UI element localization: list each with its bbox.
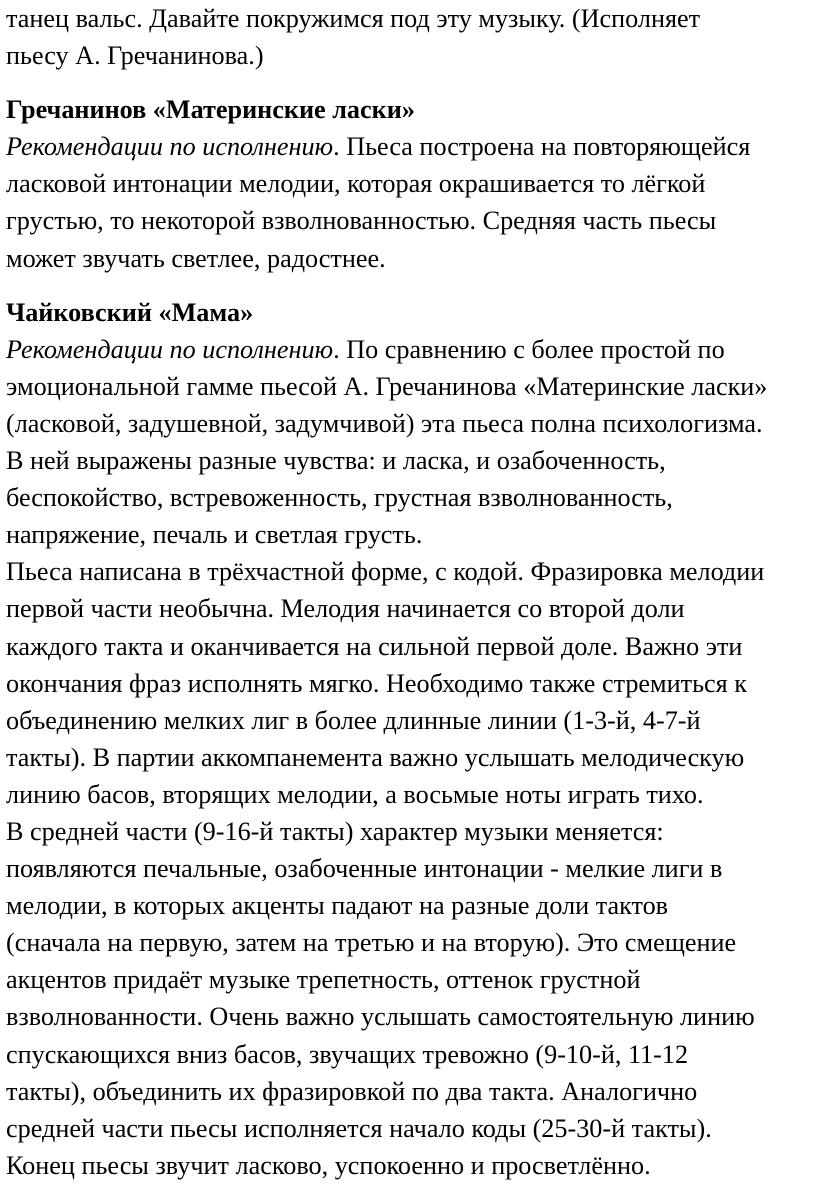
text-line — [6, 331, 814, 368]
document-page — [6, 0, 814, 1184]
text-line: Конец пьесы звучит ласково, успокоенно и просветлённо. — [6, 1150, 651, 1180]
text-line: каждого такта и оканчивается на сильной первой доле. Важно эти — [6, 631, 743, 661]
text-line: окончания фраз исполнять мягко. Необходимо также стремиться к — [6, 668, 747, 698]
text-line: такты), объединить их фразировкой по два такта. Аналогично — [6, 1076, 698, 1106]
text-line: объединению мелких лиг в более длинные линии (1-3-й, 4-7-й — [6, 705, 701, 735]
text-line: напряжение, печаль и светлая грусть. — [6, 520, 423, 550]
section-tchaikovsky — [6, 294, 814, 1184]
section-heading: Гречанинов «Материнские ласки» — [6, 95, 415, 125]
text-line: танец вальс. Давайте покружимся под эту музыку. (Исполняет — [6, 4, 701, 33]
text-line: спускающихся вниз басов, звучащих тревожно (9-10-й, 11-12 — [6, 1039, 689, 1069]
text-line: эмоциональной гамме пьесой А. Гречанинова «Материнские ласки» — [6, 371, 768, 401]
text-line: Пьеса написана в трёхчастной форме, с кодой. Фразировка мелодии — [6, 557, 765, 587]
text-line: ласковой интонации мелодии, которая окрашивается то лёгкой — [6, 169, 706, 199]
recommendation-label: Рекомендации по исполнению — [6, 132, 334, 162]
text-fragment: . Пьеса построена на повторяющейся — [333, 132, 751, 162]
text-line: беспокойство, встревоженность, грустная взволнованность, — [6, 483, 673, 513]
section-heading: Чайковский «Мама» — [6, 297, 254, 327]
text-line: средней части пьесы исполняется начало коды (25-30-й такты). — [6, 1113, 712, 1143]
text-line: пьесу А. Гречанинова.) — [6, 41, 264, 71]
text-line: грустью, то некоторой взволнованностью. Средняя часть пьесы — [6, 206, 717, 236]
text-fragment: . По сравнению с более простой по — [333, 334, 725, 364]
text-line: акцентов придаёт музыке трепетность, оттенок грустной — [6, 965, 641, 995]
paragraph-gap — [6, 74, 814, 91]
text-line: В средней части (9-16-й такты) характер музыки меняется: — [6, 816, 664, 846]
text-line: появляются печальные, озабоченные интонации - мелкие лиги в — [6, 854, 723, 884]
text-line: мелодии, в которых акценты падают на разные доли тактов — [6, 891, 669, 921]
text-line: В ней выражены разные чувства: и ласка, и озабоченность, — [6, 446, 666, 476]
text-line — [6, 128, 814, 165]
text-line: взволнованности. Очень важно услышать самостоятельную линию — [6, 1002, 755, 1032]
intro-paragraph — [6, 0, 814, 74]
text-line: (ласковой, задушевной, задумчивой) эта пьеса полна психологизма. — [6, 408, 763, 438]
section-grechaninov — [6, 91, 814, 276]
text-line: такты). В партии аккомпанемента важно услышать мелодическую — [6, 742, 745, 772]
text-line: первой части необычна. Мелодия начинается со второй доли — [6, 594, 685, 624]
text-line: может звучать светлее, радостнее. — [6, 243, 386, 273]
text-line: (сначала на первую, затем на третью и на вторую). Это смещение — [6, 928, 737, 958]
text-line: линию басов, вторящих мелодии, а восьмые ноты играть тихо. — [6, 779, 704, 809]
recommendation-label: Рекомендации по исполнению — [6, 334, 334, 364]
paragraph-gap — [6, 277, 814, 294]
